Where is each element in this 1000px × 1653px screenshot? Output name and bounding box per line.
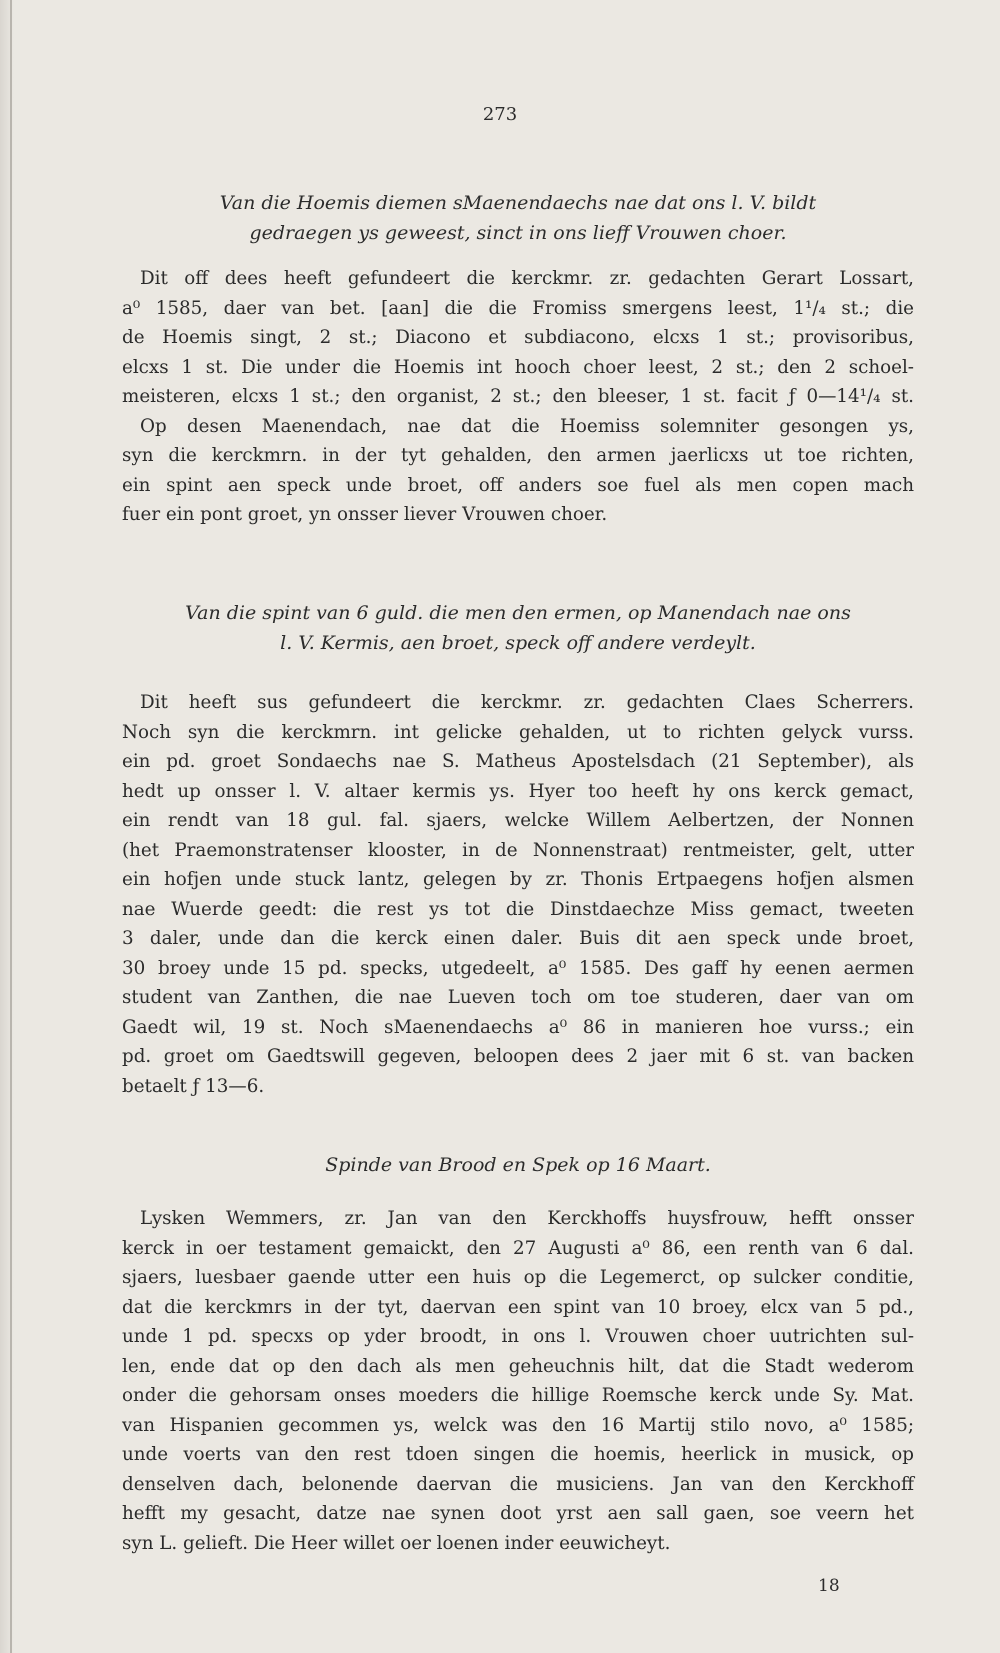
- heading-line: Spinde van Brood en Spek op 16 Maart.: [325, 1154, 711, 1176]
- text-line: Op desen Maenendach, nae dat die Hoemiss solemniter gesongen ys,: [140, 415, 914, 437]
- section-heading-2: [122, 598, 914, 658]
- signature-mark: 18: [818, 1576, 840, 1596]
- page-edge: [10, 0, 12, 1653]
- text-line: Gaedt wil, 19 st. Noch sMaenendaechs a⁰ 86 in manieren hoe vurss.; ein: [122, 1016, 914, 1038]
- text-line: onder die gehorsam onses moeders die hillige Roemsche kerck unde Sy. Mat.: [122, 1385, 914, 1406]
- text-line: ein spint aen speck unde broet, off anders soe fuel als men copen mach: [122, 474, 914, 496]
- text-line: Lysken Wemmers, zr. Jan van den Kerckhoffs huysfrouw, hefft onsser: [140, 1208, 914, 1229]
- text-line: kerck in oer testament gemaickt, den 27 Augusti a⁰ 86, een renth van 6 dal.: [122, 1237, 914, 1259]
- text-line: betaelt ƒ 13—6.: [122, 1075, 265, 1097]
- text-line: ein hofjen unde stuck lantz, gelegen by zr. Thonis Ertpaegens hofjen alsmen: [122, 869, 914, 890]
- text-line: ein rendt van 18 gul. fal. sjaers, welcke Willem Aelbertzen, der Nonnen: [122, 810, 914, 831]
- text-line: len, ende dat op den dach als men geheuchnis hilt, dat die Stadt wederom: [122, 1355, 914, 1377]
- text-line: a⁰ 1585, daer van bet. [aan] die die Fromiss smergens leest, 1¹/₄ st.; die: [122, 297, 914, 319]
- text-line: denselven dach, belonende daervan die musiciens. Jan van den Kerckhoff: [122, 1473, 914, 1495]
- text-line: 3 daler, unde dan die kerck einen daler. Buis dit aen speck unde broet,: [122, 928, 914, 949]
- text-line: syn L. gelieft. Die Heer willet oer loenen inder eeuwicheyt.: [122, 1532, 671, 1554]
- section-heading-1: [122, 188, 914, 248]
- section-text-3: [122, 1204, 914, 1558]
- text-line: sjaers, luesbaer gaende utter een huis op die Legemerct, op sulcker conditie,: [122, 1267, 914, 1288]
- text-line: Dit off dees heeft gefundeert die kerckmr. zr. gedachten Gerart Lossart,: [140, 268, 914, 289]
- text-line: unde voerts van den rest tdoen singen die hoemis, heerlick in musick, op: [122, 1444, 914, 1465]
- text-line: de Hoemis singt, 2 st.; Diacono et subdiacono, elcxs 1 st.; provisoribus,: [122, 327, 914, 348]
- text-line: Dit heeft sus gefundeert die kerckmr. zr. gedachten Claes Scherrers.: [140, 692, 914, 713]
- text-line: hedt up onsser l. V. altaer kermis ys. Hyer too heeft hy ons kerck gemact,: [122, 780, 914, 802]
- text-line: syn die kerckmrn. in der tyt gehalden, den armen jaerlicxs ut toe richten,: [122, 445, 914, 466]
- heading-line: Van die Hoemis diemen sMaenendaechs nae dat ons l. V. bildt: [219, 192, 817, 214]
- text-line: pd. groet om Gaedtswill gegeven, beloopen dees 2 jaer mit 6 st. van backen: [122, 1046, 914, 1067]
- text-line: ein pd. groet Sondaechs nae S. Matheus Apostelsdach (21 September), als: [122, 751, 914, 772]
- text-line: 30 broey unde 15 pd. specks, utgedeelt, a⁰ 1585. Des gaff hy eenen aermen: [122, 957, 914, 979]
- text-line: (het Praemonstratenser klooster, in de Nonnenstraat) rentmeister, gelt, utter: [122, 839, 914, 861]
- text-line: student van Zanthen, die nae Lueven toch om toe studeren, daer van om: [122, 987, 914, 1008]
- text-line: unde 1 pd. specxs op yder broodt, in ons l. Vrouwen choer uutrichten sul-: [122, 1326, 914, 1347]
- text-line: Noch syn die kerckmrn. int gelicke gehalden, ut to richten gelyck vurss.: [122, 721, 914, 743]
- heading-line: Van die spint van 6 guld. die men den ermen, op Manendach nae ons: [185, 602, 851, 624]
- text-line: fuer ein pont groet, yn onsser liever Vrouwen choer.: [122, 504, 608, 525]
- text-line: hefft my gesacht, datze nae synen doot yrst aen sall gaen, soe veern het: [122, 1503, 914, 1524]
- page-number: 273: [482, 104, 518, 125]
- text-line: meisteren, elcxs 1 st.; den organist, 2 st.; den bleeser, 1 st. facit ƒ 0—14¹/₄ st.: [122, 386, 914, 407]
- text-line: elcxs 1 st. Die under die Hoemis int hooch choer leest, 2 st.; den 2 schoel-: [122, 356, 914, 378]
- heading-line: l. V. Kermis, aen broet, speck off andere verdeylt.: [280, 632, 756, 654]
- text-line: dat die kerckmrs in der tyt, daervan een spint van 10 broey, elcx van 5 pd.,: [122, 1296, 914, 1318]
- section-text-1: [122, 264, 914, 530]
- section-heading-3: [122, 1150, 914, 1180]
- text-line: nae Wuerde geedt: die rest ys tot die Dinstdaechze Miss gemact, tweeten: [122, 898, 914, 920]
- section-text-2: [122, 688, 914, 1101]
- text-line: van Hispanien gecommen ys, welck was den 16 Martij stilo novo, a⁰ 1585;: [122, 1414, 914, 1436]
- heading-line: gedraegen ys geweest, sinct in ons lieff Vrouwen choer.: [249, 222, 787, 244]
